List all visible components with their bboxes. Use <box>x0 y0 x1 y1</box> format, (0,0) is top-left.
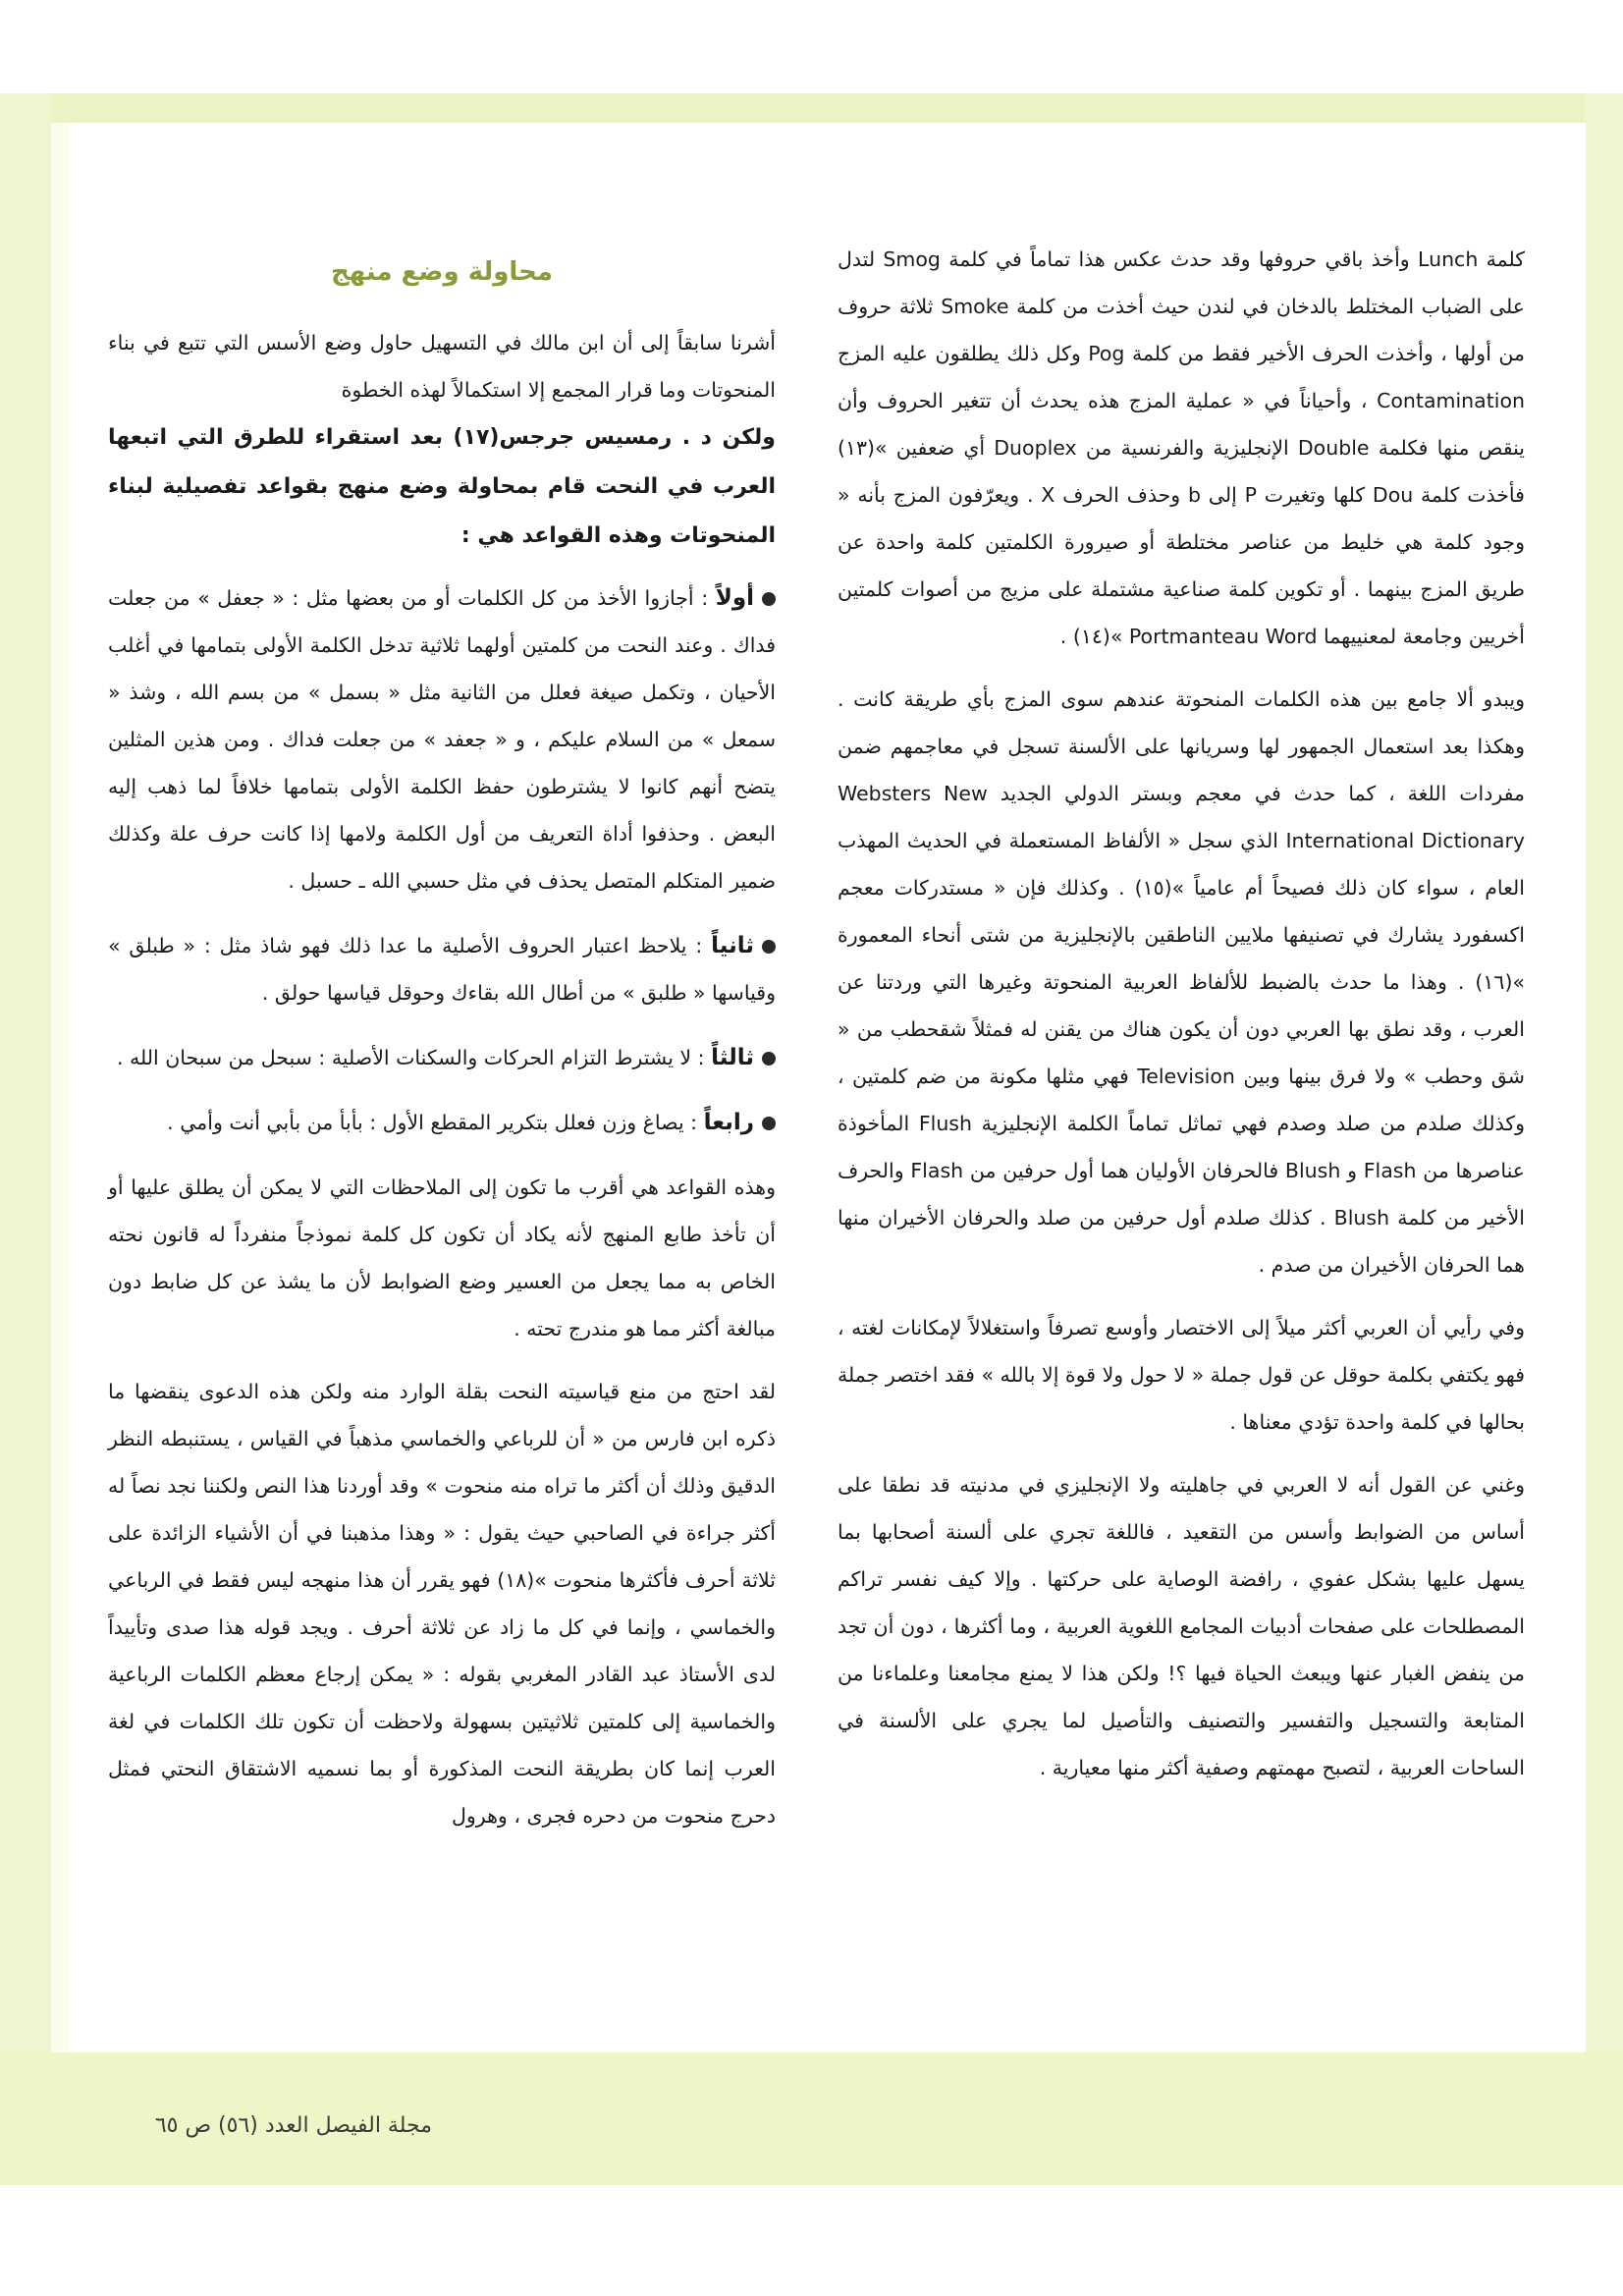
rule-item-2 <box>108 922 776 1016</box>
left-paragraph-2: لقد احتج من منع قياسيته النحت بقلة الوارد منه ولكن هذه الدعوى ينقضها ما ذكره ابن فارس من « أن للرباعي والخماسي مذهباً في القياس ، يستنبطه النظر الدقيق وذلك أن أكثر ما تراه منه منحوت » وقد أوردنا هذا النص ولكننا نجد نصاً له أكثر جراءة في الصاحبي حيث يقول : « وهذا مذهبنا في أن الأشياء الزائدة على ثلاثة أحرف فأكثرها منحوت »(١٨) فهو يقرر أن هذا منهجه ليس فقط في الرباعي والخماسي ، وإنما في كل ما زاد عن ثلاثة أحرف . ويجد قوله هذا صدى وتأييداً لدى الأستاذ عبد القادر المغربي بقوله : « يمكن إرجاع معظم الكلمات الرباعية والخماسية إلى كلمتين ثلاثيتين بسهولة ولاحظت أن تكون تلك الكلمات في لغة العرب إنما كان بطريقة النحت المذكورة أو بما نسميه الاشتقاق النحتي فمثل دحرج منحوت من دحره فجرى ، وهرول <box>108 1380 776 1828</box>
left-intro: أشرنا سابقاً إلى أن ابن مالك في التسهيل حاول وضع الأسس التي تتبع في بناء المنحوتات وما قرار المجمع إلا استكمالاً لهذه الخطوة <box>108 331 776 402</box>
rule-text: : يلاحظ اعتبار الحروف الأصلية ما عدا ذلك فهو شاذ مثل : « طبلق » وقياسها « طلبق » من أطال الله بقاءك وحوقل قياسها حولق . <box>108 934 776 1005</box>
right-paragraph-3: وفي رأيي أن العربي أكثر ميلاً إلى الاختصار وأوسع تصرفاً واستغلالاً لإمكانات لغته ، فهو يكتفي بكلمة حوقل عن قول جملة « لا حول ولا قوة إلا بالله » فقد اختصر جملة بحالها في كلمة واحدة تؤدي معناها . <box>838 1316 1525 1434</box>
rule-item-3 <box>108 1034 776 1081</box>
rule-item-1 <box>108 574 776 904</box>
left-intro-bold: ولكن د . رمسيس جرجس(١٧) بعد استقراء للطرق التي اتبعها العرب في النحت قام بمحاولة وضع منهج بقواعد تفصيلية لبناء المنحوتات وهذه القواعد هي : <box>108 425 776 548</box>
top-margin <box>0 0 1623 93</box>
rule-label: ثالثاً <box>711 1045 754 1070</box>
rule-label: أولاً <box>715 585 754 611</box>
right-decorative-strip <box>1584 93 1623 2185</box>
bullet-icon <box>762 940 776 954</box>
rule-text: : أجازوا الأخذ من كل الكلمات أو من بعضها مثل : « جعفل » من جعلت فداك . وعند النحت من كلمتين أولهما ثلاثية تدخل الكلمة الأولى بتمامها في أغلب الأحيان ، وتكمل صيغة فعلل من الثانية مثل « بسمل » من بسم الله ، وشذ « سمعل » من السلام عليكم ، و « جعفد » من جعلت فداك . ومن هذين المثلين يتضح أنهم كانوا لا يشترطون حفظ الكلمة الأولى بتمامها خلافاً لما ذهب إليه البعض . وحذفوا أداة التعريف من أول الكلمة ولامها إذا كانت حرف علة وكذلك ضمير المتكلم المتصل يحذف في مثل حسبي الله ـ حسبل . <box>108 586 776 893</box>
right-paragraph-2: ويبدو ألا جامع بين هذه الكلمات المنحوتة عندهم سوى المزج بأي طريقة كانت . وهكذا بعد استعمال الجمهور لها وسريانها على الألسنة تسجل في معاجمهم ضمن مفردات اللغة ، كما حدث في معجم وبستر الدولي الجديد Websters New International Dictionary الذي سجل « الألفاظ المستعملة في الحديث المهذب العام ، سواء كان ذلك فصيحاً أم عامياً »(١٥) . وكذلك فإن « مستدركات معجم اكسفورد يشارك في تصنيفها ملايين الناطقين بالإنجليزية من شتى أنحاء المعمورة »(١٦) . وهذا ما حدث بالضبط للألفاظ العربية المنحوتة وغيرها التي وردتنا عن العرب ، وقد نطق بها العربي دون أن يكون هناك من يقنن له فمثلاً شقحطب من « شق وحطب » ولا فرق بينها وبين Television فهي مثلها مكونة من ضم كلمتين ، وكذلك صلدم من صلد وصدم فهي تماثل تماماً الكلمة الإنجليزية Flush المأخوذة عناصرها من Flash و Blush فالحرفان الأوليان هما أول حرفين من Flash والحرف الأخير من كلمة Blush . كذلك صلدم أول حرفين من صلد والحرفان الأخيران منها هما الحرفان الأخيران من صدم . <box>838 687 1526 1277</box>
top-decorative-bar <box>0 93 1623 123</box>
rule-item-4 <box>108 1099 776 1146</box>
footer-citation: مجلة الفيصل العدد (٥٦) ص ٦٥ <box>154 2113 432 2138</box>
right-paragraph-1: كلمة Lunch وأخذ باقي حروفها وقد حدث عكس هذا تماماً في كلمة Smog لتدل على الضباب المختلط بالدخان في لندن حيث أخذت من كلمة Smoke ثلاثة حروف من أولها ، وأخذت الحرف الأخير فقط من كلمة Pog وكل ذلك يطلقون عليه المزج Contamination ، وأحياناً في « عملية المزج هذه يحدث أن تتغير الحروف وأن ينقص منها فكلمة Double الإنجليزية والفرنسية من Duoplex أي ضعفين »(١٣) فأخذت كلمة Dou كلها وتغيرت P إلى b وحذف الحرف X . ويعرّفون المزج بأنه « وجود كلمة هي خليط من عناصر مختلطة أو صيرورة الكلمتين كلمة واحدة عن طريق المزج بينهما . أو تكوين كلمة صناعية مشتملة على مزيج من أصوات كلمتين أخريين وجامعة لمعنييهما Portmanteau Word »(١٤) . <box>838 247 1526 648</box>
left-paragraph-1: وهذه القواعد هي أقرب ما تكون إلى الملاحظات التي لا يمكن أن يطلق عليها أو أن تأخذ طابع المنهج لأنه يكاد أن تكون كل كلمة نموذجاً منفرداً له قانون نحته الخاص به مما يجعل من العسير وضع الضوابط لأن ما يشذ عن كل ضابط دون مبالغة أكثر مما هو مندرج تحته . <box>108 1175 776 1340</box>
right-column <box>838 236 1525 1807</box>
left-decorative-strip <box>0 93 51 2185</box>
section-heading: محاولة وضع منهج <box>330 257 554 287</box>
bullet-icon <box>762 1052 776 1066</box>
rule-text: : لا يشترط التزام الحركات والسكنات الأصلية : سبحل من سبحان الله . <box>116 1046 705 1069</box>
rule-label: ثانياً <box>711 933 754 958</box>
bullet-icon <box>762 592 776 606</box>
rule-text: : يصاغ وزن فعلل بتكرير المقطع الأول : بأبأ من بأبي أنت وأمي . <box>167 1111 698 1134</box>
left-column <box>108 319 776 1855</box>
rule-label: رابعاً <box>703 1110 754 1135</box>
right-paragraph-4: وغني عن القول أنه لا العربي في جاهليته ولا الإنجليزي في مدنيته قد نطقا على أساس من الضوابط وأسس من التقعيد ، فاللغة تجري على ألسنة أصحابها بما يسهل عليها بشكل عفوي ، رافضة الوصاية على حركتها . وإلا كيف نفسر تراكم المصطلحات على صفحات أدبيات المجامع اللغوية العربية ، وما أكثرها ، دون أن تجد من ينفض الغبار عنها ويبعث الحياة فيها ؟! ولكن هذا لا يمنع مجامعنا وعلماءنا من المتابعة والتسجيل والتفسير والتصنيف والتأصيل لما يجري على الألسنة في الساحات العربية ، لتصبح مهمتهم وصفية أكثر منها معيارية . <box>838 1473 1525 1779</box>
bullet-icon <box>762 1117 776 1130</box>
